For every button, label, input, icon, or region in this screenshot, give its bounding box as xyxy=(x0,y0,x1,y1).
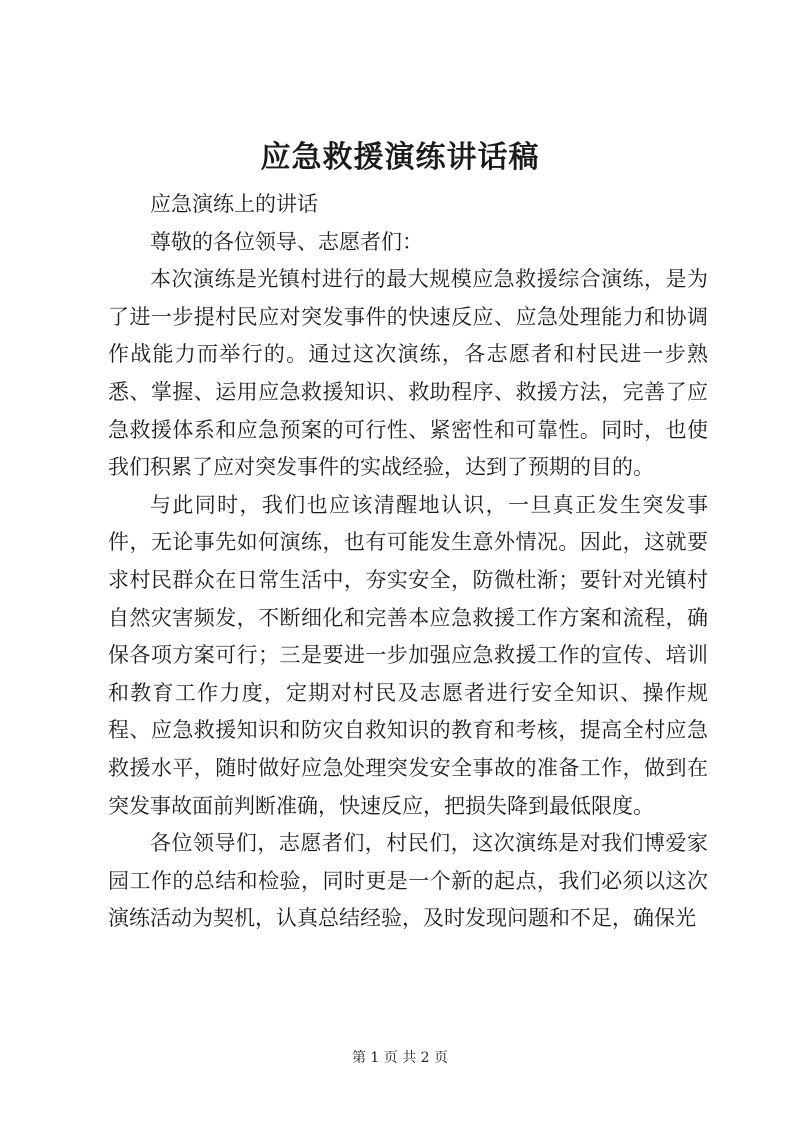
paragraph-salutation: 尊敬的各位领导、志愿者们： xyxy=(150,229,423,254)
document-title: 应急救援演练讲话稿 xyxy=(260,140,540,175)
document-body xyxy=(108,186,708,938)
page-number-footer: 第 1 页 共 2 页 xyxy=(351,1050,449,1066)
paragraph-speech-heading: 应急演练上的讲话 xyxy=(150,192,318,216)
paragraph-requirements: 与此同时，我们也应该清醒地认识，一旦真正发生突发事件，无论事先如何演练，也有可能发生意外情况。因此，这就要求村民群众在日常生活中，夯实安全，防微杜渐；要针对光镇村自然灾害频发，不断细化和完善本应急救援工作方案和流程，确保各项方案可行；三是要进一步加强应急救援工作的宣传、培训和教育工作力度，定期对村民及志愿者进行安全知识、操作规程、应急救援知识和防灾自救知识的教育和考核，提高全村应急救援水平，随时做好应急处理突发安全事故的准备工作，做到在突发事故面前判断准确，快速反应，把损失降到最低限度。 xyxy=(108,492,708,818)
paragraph-closing: 各位领导们，志愿者们，村民们，这次演练是对我们博爱家园工作的总结和检验，同时更是一个新的起点，我们必须以这次演练活动为契机，认真总结经验，及时发现问题和不足，确保光 xyxy=(108,831,708,931)
paragraph-drill-summary: 本次演练是光镇村进行的最大规模应急救援综合演练，是为了进一步提村民应对突发事件的快速反应、应急处理能力和协调作战能力而举行的。通过这次演练，各志愿者和村民进一步熟悉、掌握、运用应急救援知识、救助程序、救援方法，完善了应急救援体系和应急预案的可行性、紧密性和可靠性。同时，也使我们积累了应对突发事件的实战经验，达到了预期的目的。 xyxy=(108,267,708,480)
